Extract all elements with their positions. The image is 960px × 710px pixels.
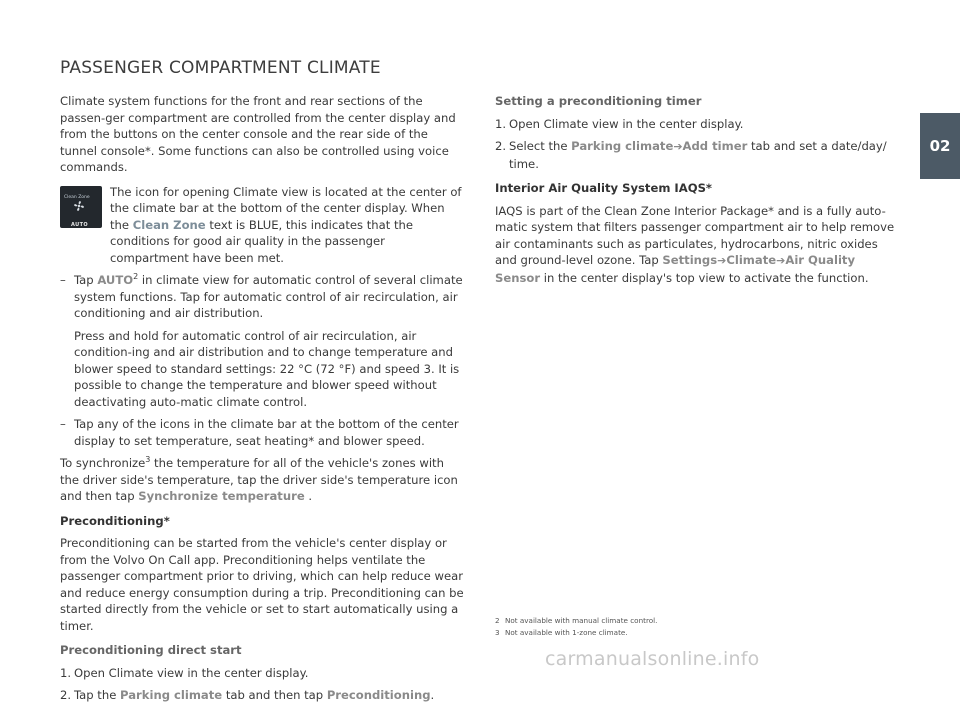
preconditioning-text: Preconditioning can be started from the vehicle's center display or from the Volvo On Call app. Preconditioning helps ventilate the passenger compartment prior to driving, which can help reduce wear and reduce energy consumption during a trip. Preconditioning can be started directly from the vehicle or set to start automatically using a timer. [60,536,464,633]
arrow-right-icon: ➔ [717,254,727,267]
iaqs-heading: Interior Air Quality System IAQS* [495,181,712,195]
right-column [495,93,900,294]
iaqs-text: IAQS is part of the Clean Zone Interior Package* and is a fully auto-matic system that filters passenger compartment air to help remove air contaminants such as particulates, hydrocarbons, nitric oxides and ground-level ozone. Tap Settings➔Climate➔Air Quality Sensor in the center display's top view to activate the function. [495,203,895,285]
air-quality-sensor-label: Air Quality Sensor [495,253,856,285]
fan-icon [73,200,85,212]
auto-icon-label: AUTO [71,221,89,228]
climate-view-icon [60,186,102,228]
intro-paragraph: Climate system functions for the front and rear sections of the passen-ger compartment are controlled from the center display and from the buttons on the center console and the rear side of the tunnel console*. Some functions can also be controlled using voice commands. [60,94,456,174]
direct-start-heading: Preconditioning direct start [60,643,242,657]
parking-climate-label: Parking climate [571,139,674,153]
clean-zone-icon-label: Clean Zone [64,194,90,200]
parking-climate-label: Parking climate [120,688,223,702]
clean-zone-text: Clean Zone [132,217,206,232]
bullet-item-climate-bar: – Tap any of the icons in the climate bar at the bottom of the center display to set temperature, seat heating* and blower speed. [60,417,459,448]
direct-step-1: 1. Open Climate view in the center display. [60,665,309,680]
chapter-tab-label: 02 [929,137,951,155]
timer-step-2: 2. Select the Parking climate➔Add timer tab and set a date/day/ time. [495,139,887,171]
arrow-right-icon: ➔ [673,140,683,153]
timer-step-1: 1. Open Climate view in the center display. [495,116,744,131]
left-column [60,93,465,710]
climate-icon-block [60,184,465,267]
footnotes [495,614,895,639]
direct-step-2: 2. Tap the Parking climate tab and then tap Preconditioning. [60,688,435,702]
page-title: PASSENGER COMPARTMENT CLIMATE [60,58,381,78]
auto-button-label: AUTO [97,273,134,287]
bullet-item-auto: – Tap AUTO$^2$ in climate view for automatic control of several climate system functions. Tap for automatic control of air recirculation, air conditioning and air distribution. Press and hold for automatic control of air recirculation, air condition-ing and air distribution and to change temperature and blower speed to standard settings: 22 °C (72 °F) and speed 3. It is possible to change the temperature and blower speed without deactivating auto-matic climate control. [60,272,465,410]
footnote-item: 2 Not available with manual climate control. [495,616,658,625]
synchronize-temperature-label: Synchronize temperature [138,489,305,503]
timer-heading: Setting a preconditioning timer [495,94,702,108]
sync-paragraph: To synchronize$^3$ the temperature for all of the vehicle's zones with the driver side's temperature, tap the driver side's temperature icon and then tap Synchronize temperature . [60,455,458,503]
climate-label: Climate [726,253,777,267]
chapter-tab[interactable] [920,113,960,179]
preconditioning-heading: Preconditioning* [60,513,170,528]
footnote-item: 3 Not available with 1-zone climate. [495,628,628,637]
preconditioning-label: Preconditioning [326,688,431,702]
settings-label: Settings [662,253,718,267]
watermark: carmanualsonline.info [545,648,760,670]
icon-description: The icon for opening Climate view is located at the center of the climate bar at the bottom of the center display. When the Clean Zone text is BLUE, this indicates that the conditions for good air quality in the passenger compartment have been met. [110,184,462,265]
auto-press-hold-text: Press and hold for automatic control of air recirculation, air condition-ing and air distribution and to change temperature and blower speed to standard settings: 22 °C (72 °F) and speed 3. It is possible to change the temperature and blower speed without deactivating auto-matic climate control. [74,328,460,409]
add-timer-label: Add timer [682,139,748,153]
arrow-right-icon: ➔ [776,254,786,267]
